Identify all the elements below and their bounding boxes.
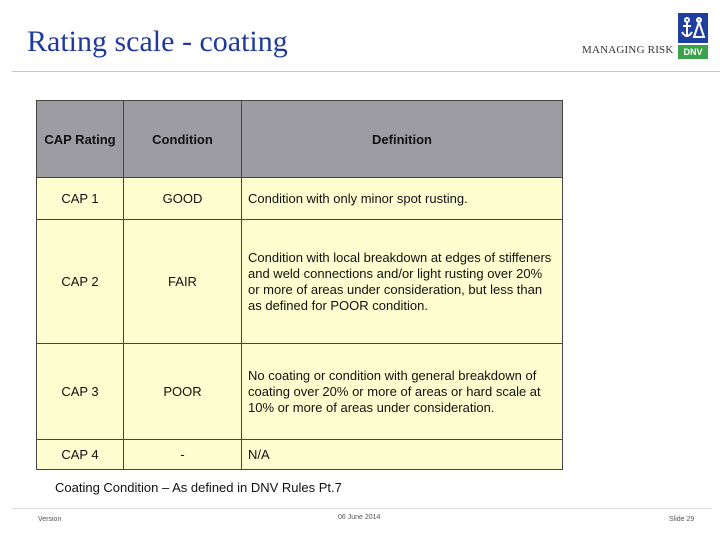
logo-text: DNV <box>678 45 708 59</box>
table-header-row <box>37 101 563 178</box>
slide-title: Rating scale - coating <box>27 25 288 58</box>
dnv-logo <box>678 13 708 59</box>
cell-condition: POOR <box>124 344 242 440</box>
table-row <box>37 178 563 220</box>
cell-definition: N/A <box>242 440 563 470</box>
cell-definition: Condition with only minor spot rusting. <box>242 178 563 220</box>
footer-slide-number: Slide 29 <box>669 516 695 523</box>
footer-date: 06 June 2014 <box>338 514 381 521</box>
anchor-icon <box>678 13 708 43</box>
cell-rating: CAP 3 <box>37 344 124 440</box>
cell-rating: CAP 2 <box>37 220 124 344</box>
table-row <box>37 220 563 344</box>
source-note: Coating Condition – As defined in DNV Rules Pt.7 <box>55 480 342 495</box>
cell-rating: CAP 4 <box>37 440 124 470</box>
table-row <box>37 440 563 470</box>
cell-condition: FAIR <box>124 220 242 344</box>
cell-definition: Condition with local breakdown at edges of stiffeners and weld connections and/or light rusting over 20% or more of areas under consideration, but less than as defined for POOR condition. <box>242 220 563 344</box>
cell-condition: - <box>124 440 242 470</box>
header-cap-rating: CAP Rating <box>37 101 124 178</box>
rating-table <box>36 100 563 470</box>
cell-definition: No coating or condition with general breakdown of coating over 20% or more of areas or hard scale at 10% or more of areas under consideration. <box>242 344 563 440</box>
table-row <box>37 344 563 440</box>
header-divider <box>12 71 720 72</box>
footer-divider <box>12 508 712 509</box>
footer-version: Version <box>38 516 62 523</box>
header-condition: Condition <box>124 101 242 178</box>
cell-condition: GOOD <box>124 178 242 220</box>
tagline: MANAGING RISK <box>582 44 674 56</box>
header-definition: Definition <box>242 101 563 178</box>
cell-rating: CAP 1 <box>37 178 124 220</box>
